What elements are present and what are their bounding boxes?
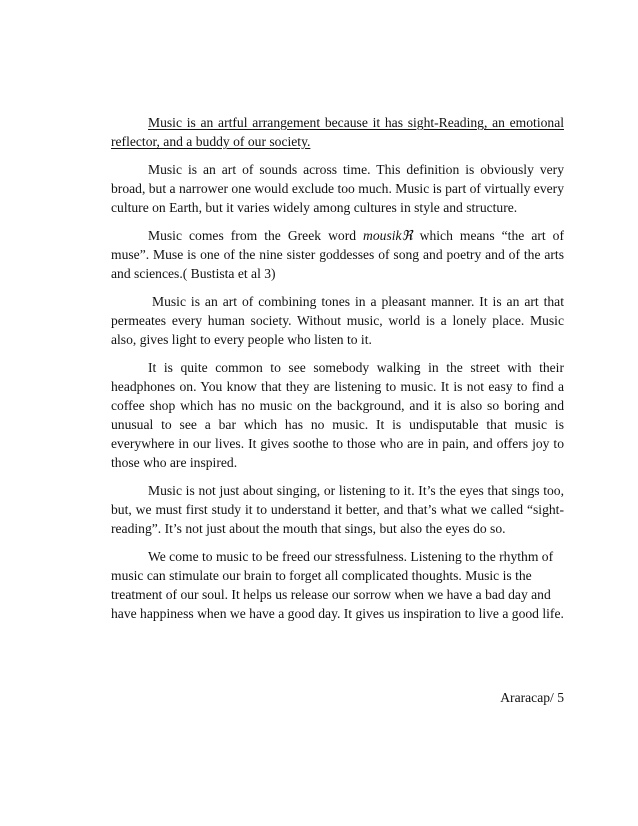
paragraph-sight-reading: Music is not just about singing, or listening to it. It’s the eyes that sings too, but, we must first study it to understand it better, and that’s what we called “sight-reading”. It’s not just about the mouth that sings, but also the eyes do so. xyxy=(111,483,564,536)
paragraph-etymology xyxy=(111,226,564,283)
etymology-lead: Music comes from the Greek word xyxy=(148,228,364,243)
paragraph-definition: Music is an art of sounds across time. This definition is obviously very broad, but a narrower one would exclude too much. Music is part of virtually every culture on Earth, but it varies widely among cultures in style and structure. xyxy=(111,162,564,215)
paragraph-soul: We come to music to be freed our stressfulness. Listening to the rhythm of music can stimulate our brain to forget all complicated thoughts. Music is the treatment of our soul. It helps us release our sorrow when we have a bad day and have happiness when we have a good day. It gives us inspiration to live a good life. xyxy=(111,549,564,621)
paragraph-everywhere: It is quite common to see somebody walking in the street with their headphones on. You know that they are listening to music. It is not easy to find a coffee shop which has no music on the background, and it is also so boring and unusual to see a bar which has no music. It is undisputable that music is everywhere in our lives. It gives soothe to those who are in pain, and offers joy to those who are inspired. xyxy=(111,360,564,470)
greek-word: mousikℜ xyxy=(363,228,413,243)
etymology-rest: which means “the art of muse”. Muse is one of the nine sister goddesses of song and poetry and of the arts and sciences.( Bustista et al 3) xyxy=(111,228,564,281)
paragraph-tones: Music is an art of combining tones in a pleasant manner. It is an art that permeates every human society. Without music, world is a lonely place. Music also, gives light to every people who listen to it. xyxy=(111,294,564,347)
paragraph-thesis: Music is an artful arrangement because it has sight-Reading, an emotional reflector, and a buddy of our society. xyxy=(111,115,564,149)
page-footer: Araracap/ 5 xyxy=(500,690,564,705)
body-text xyxy=(111,113,564,632)
